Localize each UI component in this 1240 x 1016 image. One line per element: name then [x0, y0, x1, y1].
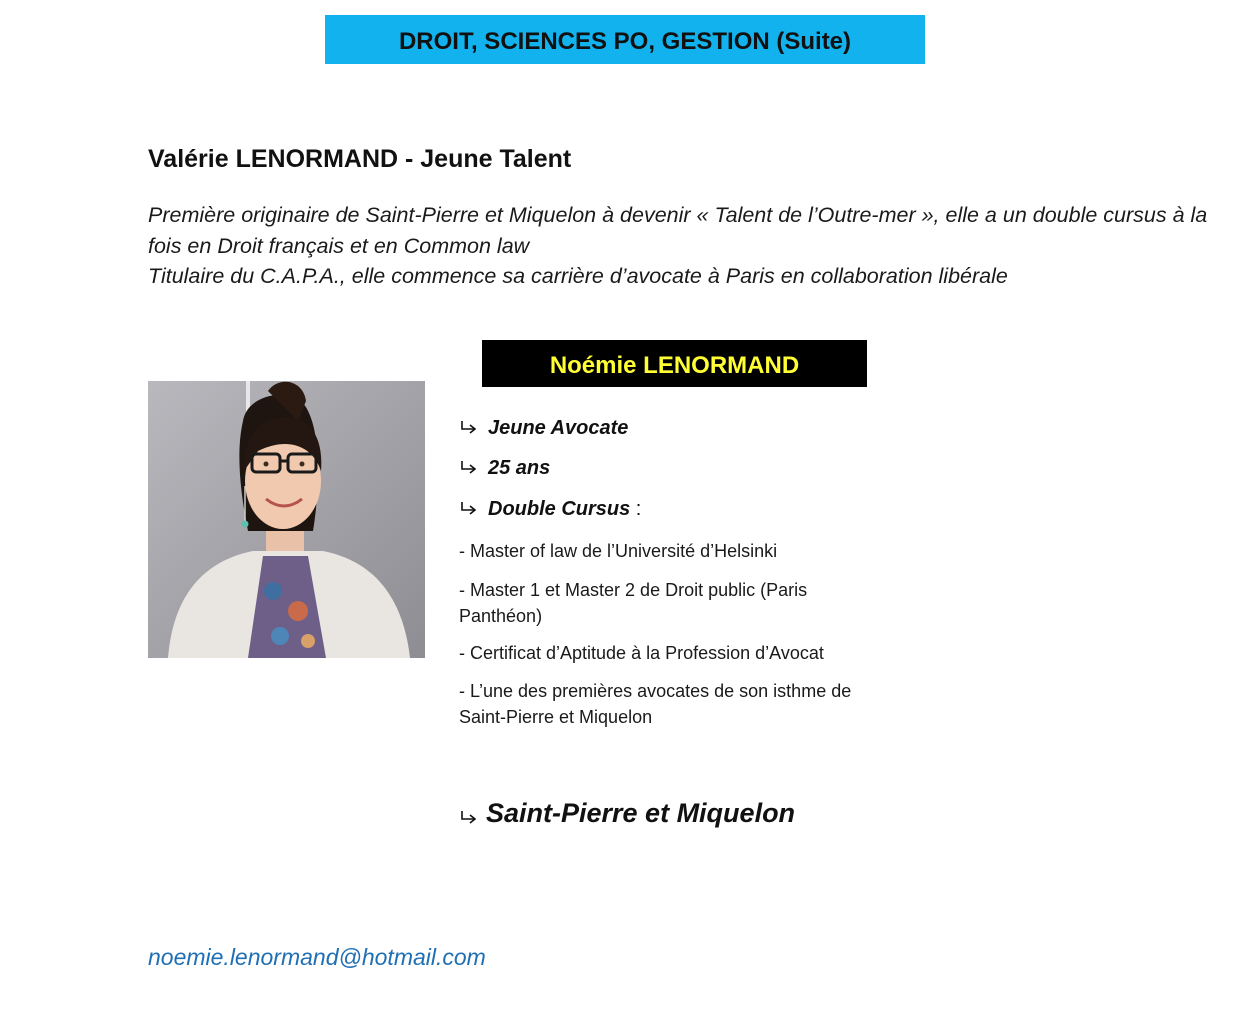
profile-name: Noémie LENORMAND	[549, 351, 800, 379]
role-label: Jeune Avocate	[488, 417, 629, 439]
bullet-age	[458, 457, 550, 480]
arrow-bullet-icon	[458, 499, 480, 521]
section-banner	[325, 15, 925, 64]
age-label: 25 ans	[488, 457, 551, 479]
name-banner	[482, 340, 867, 387]
arrow-bullet-icon	[458, 418, 480, 440]
bullet-cursus	[458, 498, 641, 521]
intro-paragraph	[148, 200, 1208, 292]
section-title: DROIT, SCIENCES PO, GESTION (Suite)	[398, 27, 852, 55]
cursus-suffix: :	[630, 498, 642, 520]
detail-item: - Master 1 et Master 2 de Droit public (Paris Panthéon)	[459, 580, 808, 626]
arrow-bullet-icon	[458, 806, 480, 828]
arrow-bullet-icon	[458, 458, 480, 480]
person-heading: Valérie LENORMAND - Jeune Talent	[148, 145, 572, 173]
bullet-role	[458, 417, 628, 440]
intro-line-2: Titulaire du C.A.P.A., elle commence sa carrière d’avocate à Paris en collaboration libérale	[148, 264, 1008, 288]
profile-photo	[148, 381, 425, 658]
cursus-label: Double Cursus	[488, 498, 631, 520]
detail-item: - L’une des premières avocates de son isthme de Saint-Pierre et Miquelon	[459, 681, 852, 727]
location	[458, 798, 795, 829]
intro-line-1: Première originaire de Saint-Pierre et Miquelon à devenir « Talent de l’Outre-mer », elle a un double cursus à la fois en Droit français et en Common law	[148, 203, 1208, 258]
detail-item: - Master of law de l’Université d’Helsinki	[459, 541, 778, 561]
email-link[interactable]: noemie.lenormand@hotmail.com	[148, 944, 486, 970]
location-label: Saint-Pierre et Miquelon	[486, 798, 796, 828]
detail-item: - Certificat d’Aptitude à la Profession d’Avocat	[459, 643, 824, 663]
